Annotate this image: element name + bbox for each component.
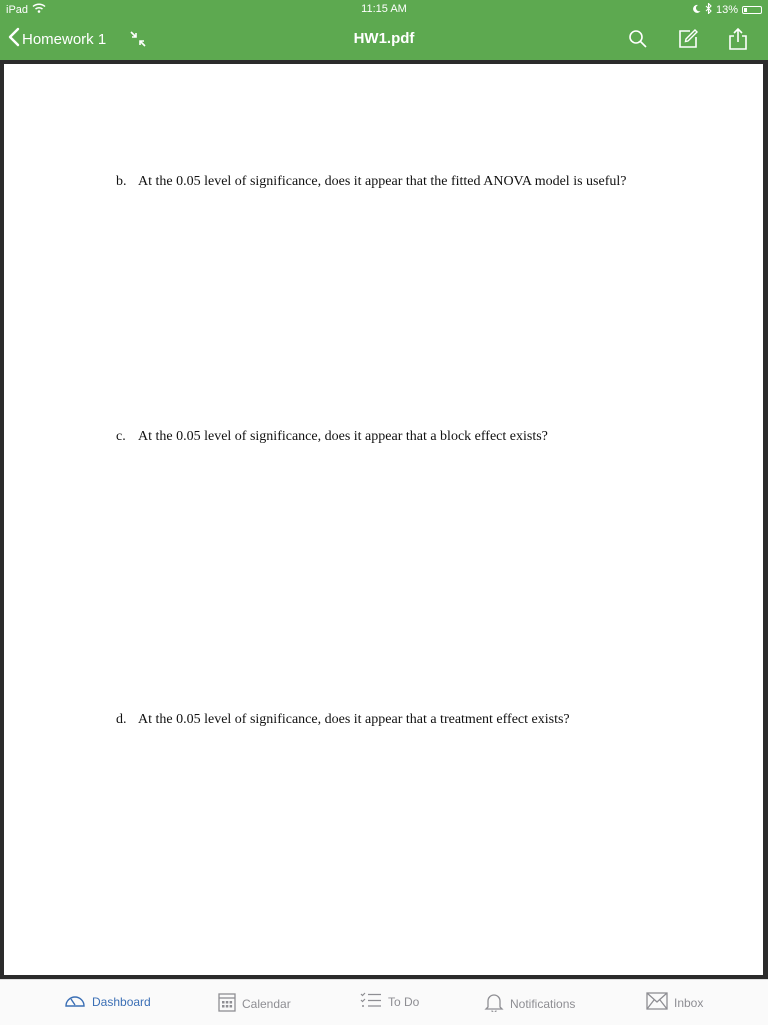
tab-notifications[interactable] <box>484 992 575 1015</box>
annotate-icon[interactable] <box>676 27 700 51</box>
question-b <box>116 174 626 190</box>
bell-icon <box>484 992 504 1015</box>
list-icon <box>360 992 382 1011</box>
tab-bar <box>0 979 768 1025</box>
tab-dashboard[interactable] <box>64 992 151 1011</box>
dashboard-icon <box>64 992 86 1011</box>
question-d <box>116 712 570 728</box>
status-bar <box>0 0 768 20</box>
tab-inbox-label: Inbox <box>674 995 704 1010</box>
calendar-icon <box>218 992 236 1015</box>
tab-calendar[interactable] <box>218 992 291 1015</box>
nav-bar <box>0 20 768 60</box>
search-icon[interactable] <box>626 27 650 51</box>
page-title: HW1.pdf <box>353 30 415 47</box>
back-button[interactable] <box>8 27 106 52</box>
tab-todo[interactable] <box>360 992 419 1011</box>
question-text: At the 0.05 level of significance, does it appear that the fitted ANOVA model is useful? <box>138 174 627 189</box>
question-text: At the 0.05 level of significance, does it appear that a block effect exists? <box>138 429 548 444</box>
bluetooth-icon <box>705 3 712 17</box>
status-time: 11:15 AM <box>361 3 407 15</box>
back-label: Homework 1 <box>22 31 107 48</box>
collapse-icon[interactable] <box>128 30 148 53</box>
tab-dashboard-label: Dashboard <box>92 994 151 1009</box>
tab-notifications-label: Notifications <box>510 996 576 1011</box>
moon-icon <box>692 4 701 17</box>
share-icon[interactable] <box>726 27 750 51</box>
pdf-page <box>4 64 763 975</box>
question-letter: d. <box>116 712 127 727</box>
question-text: At the 0.05 level of significance, does it appear that a treatment effect exists? <box>138 712 570 727</box>
tab-inbox[interactable] <box>646 992 703 1013</box>
battery-icon <box>742 6 762 14</box>
question-letter: c. <box>116 429 126 444</box>
document-viewer[interactable] <box>0 60 768 979</box>
tab-todo-label: To Do <box>388 994 420 1009</box>
battery-percent: 13% <box>715 4 738 16</box>
question-letter: b. <box>116 174 127 189</box>
chevron-left-icon <box>8 27 20 52</box>
mail-icon <box>646 992 668 1013</box>
tab-calendar-label: Calendar <box>242 996 291 1011</box>
device-label: iPad <box>6 3 29 16</box>
question-c <box>116 429 548 445</box>
